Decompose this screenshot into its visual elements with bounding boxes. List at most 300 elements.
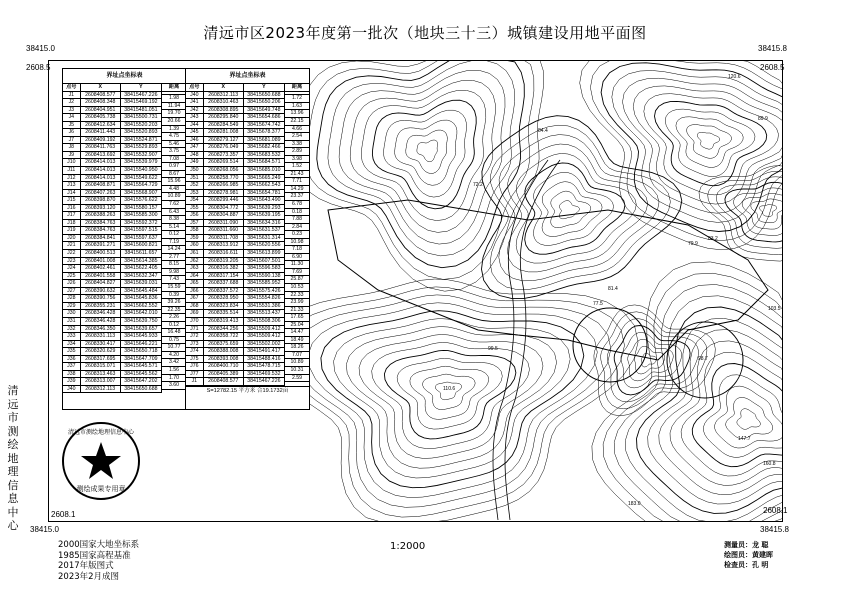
x-coordinate: 2608384.763 [81, 220, 121, 227]
table-row [63, 363, 161, 371]
x-coordinate: 2608311.708 [204, 235, 244, 242]
y-coordinate: 38415585.952 [247, 280, 281, 287]
distance-value: 7.19 [162, 239, 186, 247]
point-id: J65 [186, 280, 204, 287]
point-id: J42 [186, 107, 204, 114]
table-row [186, 152, 284, 160]
contour-line [270, 279, 638, 522]
point-id: J53 [186, 190, 204, 197]
point-id: J25 [63, 273, 81, 280]
distance-value: 2.59 [285, 375, 309, 383]
y-coordinate: 38415597.515 [124, 227, 158, 234]
point-id: J37 [63, 363, 81, 370]
contour-line [490, 125, 670, 289]
point-id: J12 [63, 175, 81, 182]
distance-value: 5.14 [162, 224, 186, 232]
contour-line [317, 60, 525, 268]
x-coordinate: 2608375.659 [204, 341, 244, 348]
contour-line [681, 352, 783, 476]
contour-line [359, 335, 543, 459]
x-coordinate: 2608315.071 [81, 363, 121, 370]
y-coordinate: 38415650.206 [247, 99, 281, 106]
y-coordinate: 38415554.826 [247, 295, 281, 302]
x-coordinate: 2608346.428 [81, 310, 121, 317]
x-coordinate: 2608319.413 [204, 318, 244, 325]
table-row [63, 152, 161, 160]
point-id: J69 [186, 310, 204, 317]
distance-value: 0.12 [162, 322, 186, 330]
contour-line [614, 326, 690, 395]
distance-value: 3.98 [285, 156, 309, 164]
coord-bottom-right-y: 2608.1 [763, 506, 788, 515]
point-id: J47 [186, 144, 204, 151]
y-coordinate: 38415645.571 [124, 363, 158, 370]
point-id: J41 [186, 99, 204, 106]
contour-line [372, 100, 476, 209]
point-id: J64 [186, 273, 204, 280]
x-coordinate: 2608390.756 [81, 295, 121, 302]
elevation-label: 77.5 [593, 301, 603, 307]
x-coordinate: 2608337.572 [204, 288, 244, 295]
contour-line [737, 409, 761, 430]
table-row [63, 326, 161, 334]
table-row [63, 242, 161, 250]
table-row [186, 326, 284, 334]
distance-value: 2.84 [285, 224, 309, 232]
point-id: J14 [63, 190, 81, 197]
table-row [63, 159, 161, 167]
table-row [186, 159, 284, 167]
elevation-label: 183.0 [628, 501, 641, 507]
contour-line [339, 70, 505, 244]
x-coordinate: 2608284.549 [204, 122, 244, 129]
distance-value: 8.15 [162, 261, 186, 269]
contour-line [395, 120, 457, 185]
x-coordinate: 2608408.348 [81, 99, 121, 106]
point-id: J77 [186, 371, 204, 378]
contour-line [308, 303, 597, 498]
distance-value: 11.94 [162, 103, 186, 111]
contour-line [417, 140, 438, 162]
y-coordinate: 38415580.157 [124, 204, 158, 211]
y-coordinate: 38415646.221 [124, 340, 158, 347]
point-id: J27 [63, 288, 81, 295]
x-coordinate: 2608279.127 [204, 137, 244, 144]
distance-value: 1.52 [285, 163, 309, 171]
point-id: J1 [63, 92, 81, 99]
contour-line [697, 132, 719, 149]
x-coordinate: 2608320.629 [81, 348, 121, 355]
checker: 检查员：孔 明 [724, 561, 769, 569]
x-coordinate: 2608258.770 [204, 175, 244, 182]
coord-bottom-left-y: 2608.1 [51, 510, 76, 519]
table-row [63, 167, 161, 175]
distance-value: 22.15 [285, 118, 309, 126]
point-id: J20 [63, 235, 81, 242]
x-coordinate: 2608269.514 [204, 159, 244, 166]
x-coordinate: 2608409.192 [81, 137, 121, 144]
x-coordinate: 2608414.013 [81, 159, 121, 166]
table-row [63, 378, 161, 386]
contour-line [295, 295, 611, 507]
point-id: J45 [186, 129, 204, 136]
point-id: J13 [63, 182, 81, 189]
point-id: J67 [186, 295, 204, 302]
table-row [63, 99, 161, 107]
coord-top-left-x: 38415.0 [26, 44, 55, 53]
coord-top-right-x: 38415.8 [758, 44, 787, 53]
point-id: J32 [63, 326, 81, 333]
y-coordinate: 38415596.583 [247, 265, 281, 272]
distance-value: 10.31 [285, 367, 309, 375]
table-row [186, 303, 284, 311]
point-id: J72 [186, 333, 204, 340]
elevation-label: 147.7 [738, 436, 751, 442]
y-coordinate: 38415662.543 [247, 182, 281, 189]
table-caption: 界址点坐标表 [186, 69, 309, 84]
table-row [186, 205, 284, 213]
point-id: J35 [63, 348, 81, 355]
distance-value: 3.38 [285, 141, 309, 149]
point-id: J68 [186, 303, 204, 310]
table-row [186, 212, 284, 220]
distance-value: 19.70 [162, 110, 186, 118]
x-coordinate: 2608313.912 [204, 242, 244, 249]
point-id: J2 [63, 99, 81, 106]
distance-value: 6.43 [162, 209, 186, 217]
distance-value: 14.29 [285, 186, 309, 194]
distance-value: 10.98 [285, 239, 309, 247]
y-coordinate: 38415654.686 [247, 114, 281, 121]
official-seal [60, 420, 142, 502]
y-coordinate: 38415639.657 [124, 325, 158, 332]
distance-value: 7.88 [285, 216, 309, 224]
x-coordinate: 2608335.514 [204, 310, 244, 317]
x-coordinate: 2608414.013 [81, 175, 121, 182]
y-coordinate: 38415564.729 [124, 182, 158, 189]
x-coordinate: 2608323.834 [204, 303, 244, 310]
y-coordinate: 38415509.412 [247, 325, 281, 332]
distance-value: 25.04 [285, 322, 309, 330]
svg-text:清远市测绘地理信息中心: 清远市测绘地理信息中心 [67, 429, 135, 436]
point-id: J40 [63, 386, 81, 393]
point-id: J21 [63, 242, 81, 249]
point-id: J36 [63, 356, 81, 363]
map-notes [58, 540, 139, 582]
x-coordinate: 2608404.827 [81, 280, 121, 287]
distance-value: 22.33 [285, 292, 309, 300]
y-coordinate: 38415681.089 [247, 136, 281, 143]
x-coordinate: 2608411.443 [81, 129, 121, 136]
x-coordinate: 2608384.841 [81, 235, 121, 242]
y-coordinate: 38415585.300 [124, 212, 158, 219]
point-id: J66 [186, 288, 204, 295]
x-coordinate: 2608331.113 [81, 333, 121, 340]
distance-value: 22.35 [162, 307, 186, 315]
distance-value: 15.96 [162, 178, 186, 186]
table-row [63, 250, 161, 258]
y-coordinate: 38415532.907 [124, 151, 158, 158]
table-row [186, 220, 284, 228]
point-id: J5 [63, 122, 81, 129]
y-coordinate: 38415491.417 [247, 348, 281, 355]
x-coordinate: 2608390.632 [81, 288, 121, 295]
elevation-label: 84.4 [538, 128, 548, 134]
table-row [63, 175, 161, 183]
point-id: J23 [63, 258, 81, 265]
distance-value: 0.23 [285, 231, 309, 239]
table-row [186, 92, 284, 100]
table-row [63, 341, 161, 349]
y-coordinate: 38415639.750 [124, 317, 158, 324]
point-id: J76 [186, 363, 204, 370]
point-id: J50 [186, 167, 204, 174]
distance-value: 25.87 [285, 276, 309, 284]
contour-line [551, 191, 591, 228]
table-row [63, 371, 161, 379]
x-coordinate: 2608328.950 [204, 295, 244, 302]
table-row [186, 242, 284, 250]
x-coordinate: 2608337.688 [204, 280, 244, 287]
column-header: 距离 [162, 84, 186, 92]
table-row [186, 341, 284, 349]
point-id: J16 [63, 205, 81, 212]
table-row [63, 220, 161, 228]
x-coordinate: 2608400.710 [204, 363, 244, 370]
x-coordinate: 2608311.090 [204, 220, 244, 227]
x-coordinate: 2608313.007 [81, 378, 121, 385]
point-id: J55 [186, 205, 204, 212]
x-coordinate: 2608402.461 [81, 265, 121, 272]
x-coordinate: 2608346.350 [81, 326, 121, 333]
distance-value: 0.75 [162, 337, 186, 345]
contour-line [397, 358, 502, 429]
table-row [186, 258, 284, 266]
y-coordinate: 38415513.437 [247, 310, 281, 317]
contour-line [295, 60, 544, 291]
column-header: Y [262, 84, 266, 90]
distance-value: 1.63 [285, 103, 309, 111]
svg-text:测绘成果专用章: 测绘成果专用章 [76, 485, 126, 493]
x-coordinate: 2608401.008 [81, 258, 121, 265]
distance-value: 10.89 [162, 193, 186, 201]
boundary-coordinate-table-right [185, 68, 310, 410]
distance-value: 7.71 [285, 178, 309, 186]
table-row [186, 273, 284, 281]
x-coordinate: 2608330.417 [81, 341, 121, 348]
y-coordinate: 38415674.742 [247, 121, 281, 128]
point-id: J31 [63, 318, 81, 325]
contour-line [384, 110, 467, 197]
table-row [186, 122, 284, 130]
y-coordinate: 38415620.556 [247, 242, 281, 249]
elevation-label: 89.9 [758, 116, 768, 122]
contour-line [759, 205, 776, 217]
x-coordinate: 2608388.008 [204, 348, 244, 355]
elevation-label: 160.8 [763, 461, 776, 467]
distance-value: 10.53 [285, 284, 309, 292]
x-coordinate: 2608344.256 [204, 326, 244, 333]
table-row [63, 227, 161, 235]
drafter: 绘图员：黄建晖 [724, 551, 773, 559]
table-row [186, 288, 284, 296]
table-row [63, 107, 161, 115]
x-coordinate: 2608405.389 [204, 371, 244, 378]
point-id: J43 [186, 114, 204, 121]
table-row [63, 182, 161, 190]
point-id: J57 [186, 220, 204, 227]
table-row [63, 197, 161, 205]
table-row [186, 363, 284, 371]
distance-value: 7.07 [285, 352, 309, 360]
point-id: J17 [63, 212, 81, 219]
distance-value: 1.39 [162, 126, 186, 134]
table-row [63, 122, 161, 130]
x-coordinate: 2608355.231 [81, 303, 121, 310]
point-id: J51 [186, 175, 204, 182]
table-row [186, 182, 284, 190]
table-row [186, 265, 284, 273]
point-id: J26 [63, 280, 81, 287]
contour-line [699, 166, 783, 261]
table-row [63, 333, 161, 341]
y-coordinate: 38415549.622 [124, 174, 158, 181]
column-header: 距离 [285, 84, 309, 92]
table-row [63, 137, 161, 145]
y-coordinate: 38415540.950 [124, 167, 158, 174]
table-row [186, 129, 284, 137]
table-row [186, 356, 284, 364]
coord-top-right-y: 2608.5 [760, 63, 785, 72]
y-coordinate: 38415478.715 [247, 363, 281, 370]
surveyor: 测量员：龙 聪 [724, 541, 769, 549]
table-row [186, 114, 284, 122]
contour-line [726, 397, 773, 438]
x-coordinate: 2608316.611 [204, 250, 244, 257]
distance-value: 0.39 [162, 292, 186, 300]
x-coordinate: 2608391.271 [81, 242, 121, 249]
distance-value: 2.77 [162, 254, 186, 262]
contour-line [742, 193, 783, 229]
y-coordinate: 38415643.490 [247, 197, 281, 204]
table-row [63, 129, 161, 137]
y-coordinate: 38415568.907 [124, 189, 158, 196]
contour-line [283, 287, 625, 517]
table-row [63, 295, 161, 303]
y-coordinate: 38415684.571 [247, 159, 281, 166]
table-row [186, 144, 284, 152]
elevation-label: 99.5 [488, 346, 498, 352]
table-row [186, 280, 284, 288]
note-elevation-datum: 1985国家高程基准 [58, 550, 131, 561]
x-coordinate: 2608413.692 [81, 152, 121, 159]
point-id: J7 [63, 137, 81, 144]
y-coordinate: 38415650.718 [124, 348, 158, 355]
distance-value: 4.66 [285, 126, 309, 134]
table-row [186, 107, 284, 115]
distance-value: 9.98 [162, 269, 186, 277]
table-row [63, 310, 161, 318]
point-id: J49 [186, 159, 204, 166]
y-coordinate: 38415682.466 [247, 144, 281, 151]
y-coordinate: 38415500.731 [124, 114, 158, 121]
y-coordinate: 38415639.031 [124, 280, 158, 287]
point-id: J39 [63, 378, 81, 385]
point-id: J33 [63, 333, 81, 340]
column-header: X [204, 84, 244, 91]
contour-line [625, 296, 783, 522]
table-row [186, 235, 284, 243]
elevation-label: 81.4 [608, 286, 618, 292]
distance-value: 20.66 [162, 118, 186, 126]
distance-value: 4.48 [162, 186, 186, 194]
table-header-row [186, 84, 284, 92]
table-row [63, 265, 161, 273]
column-header: Y [139, 84, 143, 90]
contour-line [406, 130, 448, 173]
x-coordinate: 2608408.577 [81, 92, 121, 99]
area-summary: S=12782.15 平方米 合19.1732亩 [186, 386, 309, 396]
y-coordinate: 38415488.416 [247, 355, 281, 362]
y-coordinate: 38415597.637 [124, 234, 158, 241]
distance-value: 11.30 [285, 261, 309, 269]
x-coordinate: 2608393.008 [204, 356, 244, 363]
table-row [63, 114, 161, 122]
staff-credits [724, 540, 773, 570]
x-coordinate: 2608388.263 [81, 212, 121, 219]
distance-value: 23.99 [285, 299, 309, 307]
distance-value: 0.97 [162, 163, 186, 171]
x-coordinate: 2608317.695 [81, 356, 121, 363]
x-coordinate: 2608404.951 [81, 107, 121, 114]
table-row [63, 288, 161, 296]
table-row [186, 250, 284, 258]
note-map-symbols: 2017年版图式 [58, 561, 114, 571]
distance-value: 16.48 [162, 329, 186, 337]
contour-line [655, 101, 767, 185]
column-header: X [81, 84, 121, 91]
table-caption: 界址点坐标表 [63, 69, 186, 84]
table-row [63, 348, 161, 356]
point-id: J24 [63, 265, 81, 272]
table-row [186, 137, 284, 145]
coord-top-left-y: 2608.5 [26, 63, 51, 72]
point-id: J8 [63, 144, 81, 151]
y-coordinate: 38415613.899 [247, 250, 281, 257]
y-coordinate: 38415539.979 [124, 159, 158, 166]
table-row [63, 303, 161, 311]
y-coordinate: 38415645.484 [124, 287, 158, 294]
boundary-coordinate-table-left [62, 68, 187, 410]
point-id: J63 [186, 265, 204, 272]
contour-line [734, 188, 784, 236]
table-row [186, 175, 284, 183]
x-coordinate: 2608405.738 [81, 114, 121, 121]
table-row [63, 280, 161, 288]
distance-value: 6.78 [285, 201, 309, 209]
table-row [63, 273, 161, 281]
y-coordinate: 38415611.657 [124, 250, 158, 257]
distance-value: 0.18 [285, 209, 309, 217]
distance-value: 7.62 [162, 201, 186, 209]
table-header-row [63, 84, 161, 92]
distance-value: 1.98 [162, 95, 186, 103]
point-id: J4 [63, 114, 81, 121]
table-row [186, 197, 284, 205]
contour-line [542, 182, 602, 237]
table-row [186, 333, 284, 341]
elevation-label: 110.6 [443, 386, 456, 392]
